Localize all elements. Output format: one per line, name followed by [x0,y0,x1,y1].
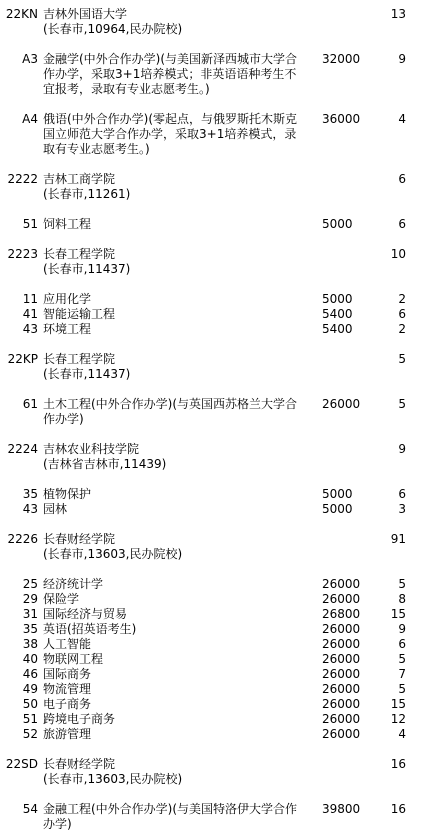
name-text: 长春工程学院 [43,352,116,366]
name-text: 吉林工商学院 [43,172,116,186]
count-cell: 5 [398,397,406,411]
count-cell: 91 [390,532,406,546]
name-cell [43,802,308,832]
name-cell [43,622,308,637]
count-cell: 8 [398,592,406,606]
code-cell: 22KP [7,352,38,366]
count-cell: 10 [390,247,406,261]
code-cell: 61 [22,397,38,411]
code-cell: 31 [22,607,38,621]
name-cell [43,7,308,37]
name-cell [43,592,308,607]
name-cell [43,667,308,682]
name-text: 俄语(中外合作办学)(零起点，与俄罗斯托木斯克国立师范大学合作办学，采取3+1培养模式，录取有专业志愿考生。) [43,112,298,156]
name-cell [43,292,308,307]
institution-location: (长春市,11437) [43,367,131,381]
fee-cell: 5000 [322,502,353,516]
name-cell [43,397,308,427]
code-cell: 43 [22,322,38,336]
name-text: 长春财经学院 [43,532,116,546]
count-cell: 5 [398,682,406,696]
count-cell: 6 [398,172,406,186]
count-cell: 9 [398,622,406,636]
name-cell [43,607,308,622]
institution-location: (吉林省吉林市,11439) [43,457,167,471]
name-cell [43,712,308,727]
code-cell: 46 [22,667,38,681]
count-cell: 4 [398,112,406,126]
name-cell [43,112,308,157]
name-text: 保险学 [43,592,80,606]
institution-location: (长春市,13603,民办院校) [43,772,183,786]
count-cell: 6 [398,217,406,231]
count-cell: 5 [398,652,406,666]
code-cell: 29 [22,592,38,606]
code-cell: 2223 [7,247,38,261]
code-cell: A3 [22,52,38,66]
count-cell: 6 [398,307,406,321]
name-text: 长春工程学院 [43,247,116,261]
code-cell: A4 [22,112,38,126]
name-text: 国际商务 [43,667,92,681]
fee-cell: 26000 [322,637,361,651]
code-cell: 2224 [7,442,38,456]
fee-cell: 26000 [322,397,361,411]
name-text: 智能运输工程 [43,307,116,321]
fee-cell: 26000 [322,667,361,681]
fee-cell: 26000 [322,622,361,636]
fee-cell: 36000 [322,112,361,126]
fee-cell: 32000 [322,52,361,66]
code-cell: 11 [22,292,38,306]
name-cell [43,442,308,472]
count-cell: 5 [398,577,406,591]
code-cell: 51 [22,712,38,726]
fee-cell: 5400 [322,322,353,336]
name-text: 金融工程(中外合作办学)(与美国特洛伊大学合作办学) [43,802,298,831]
fee-cell: 5000 [322,292,353,306]
count-cell: 9 [398,442,406,456]
name-text: 跨境电子商务 [43,712,116,726]
fee-cell: 26000 [322,577,361,591]
name-cell [43,217,308,232]
count-cell: 2 [398,322,406,336]
count-cell: 9 [398,52,406,66]
code-cell: 50 [22,697,38,711]
name-cell [43,502,308,517]
name-cell [43,637,308,652]
fee-cell: 26000 [322,727,361,741]
name-text: 吉林外国语大学 [43,7,128,21]
fee-cell: 26000 [322,712,361,726]
fee-cell: 26000 [322,592,361,606]
name-text: 园林 [43,502,68,516]
code-cell: 35 [22,622,38,636]
institution-location: (长春市,11261) [43,187,131,201]
code-cell: 35 [22,487,38,501]
name-cell [43,652,308,667]
name-cell [43,322,308,337]
fee-cell: 5400 [322,307,353,321]
name-text: 吉林农业科技学院 [43,442,140,456]
name-cell [43,307,308,322]
name-text: 长春财经学院 [43,757,116,771]
count-cell: 7 [398,667,406,681]
name-text: 国际经济与贸易 [43,607,128,621]
name-text: 应用化学 [43,292,92,306]
name-text: 英语(招英语考生) [43,622,137,636]
code-cell: 41 [22,307,38,321]
fee-cell: 26000 [322,682,361,696]
name-cell [43,532,308,562]
name-cell [43,727,308,742]
name-cell [43,52,308,97]
institution-location: (长春市,10964,民办院校) [43,22,183,36]
fee-cell: 5000 [322,217,353,231]
code-cell: 38 [22,637,38,651]
name-text: 土木工程(中外合作办学)(与英国西苏格兰大学合作办学) [43,397,298,426]
name-cell [43,682,308,697]
count-cell: 3 [398,502,406,516]
fee-cell: 26000 [322,652,361,666]
count-cell: 13 [390,7,406,21]
count-cell: 2 [398,292,406,306]
count-cell: 12 [390,712,406,726]
name-cell [43,487,308,502]
fee-cell: 26000 [322,697,361,711]
name-cell [43,247,308,277]
name-text: 植物保护 [43,487,92,501]
count-cell: 4 [398,727,406,741]
name-text: 旅游管理 [43,727,92,741]
name-text: 饲料工程 [43,217,92,231]
count-cell: 15 [390,607,406,621]
code-cell: 2226 [7,532,38,546]
name-text: 电子商务 [43,697,92,711]
code-cell: 2222 [7,172,38,186]
code-cell: 40 [22,652,38,666]
name-cell [43,172,308,202]
code-cell: 51 [22,217,38,231]
count-cell: 6 [398,487,406,501]
fee-cell: 5000 [322,487,353,501]
name-cell [43,352,308,382]
name-text: 经济统计学 [43,577,104,591]
institution-location: (长春市,13603,民办院校) [43,547,183,561]
fee-cell: 26800 [322,607,361,621]
name-text: 物联网工程 [43,652,104,666]
institution-location: (长春市,11437) [43,262,131,276]
count-cell: 16 [390,802,406,816]
code-cell: 22KN [5,7,38,21]
name-text: 人工智能 [43,637,92,651]
name-text: 物流管理 [43,682,92,696]
count-cell: 6 [398,637,406,651]
name-cell [43,577,308,592]
code-cell: 49 [22,682,38,696]
fee-cell: 39800 [322,802,361,816]
name-text: 金融学(中外合作办学)(与美国新泽西城市大学合作办学，采取3+1培养模式；非英语语种考生不宜报考，录取有专业志愿考生。) [43,52,298,96]
name-cell [43,757,308,787]
code-cell: 54 [22,802,38,816]
code-cell: 22SD [5,757,38,771]
name-cell [43,697,308,712]
code-cell: 52 [22,727,38,741]
code-cell: 25 [22,577,38,591]
count-cell: 16 [390,757,406,771]
count-cell: 15 [390,697,406,711]
name-text: 环境工程 [43,322,92,336]
count-cell: 5 [398,352,406,366]
code-cell: 43 [22,502,38,516]
